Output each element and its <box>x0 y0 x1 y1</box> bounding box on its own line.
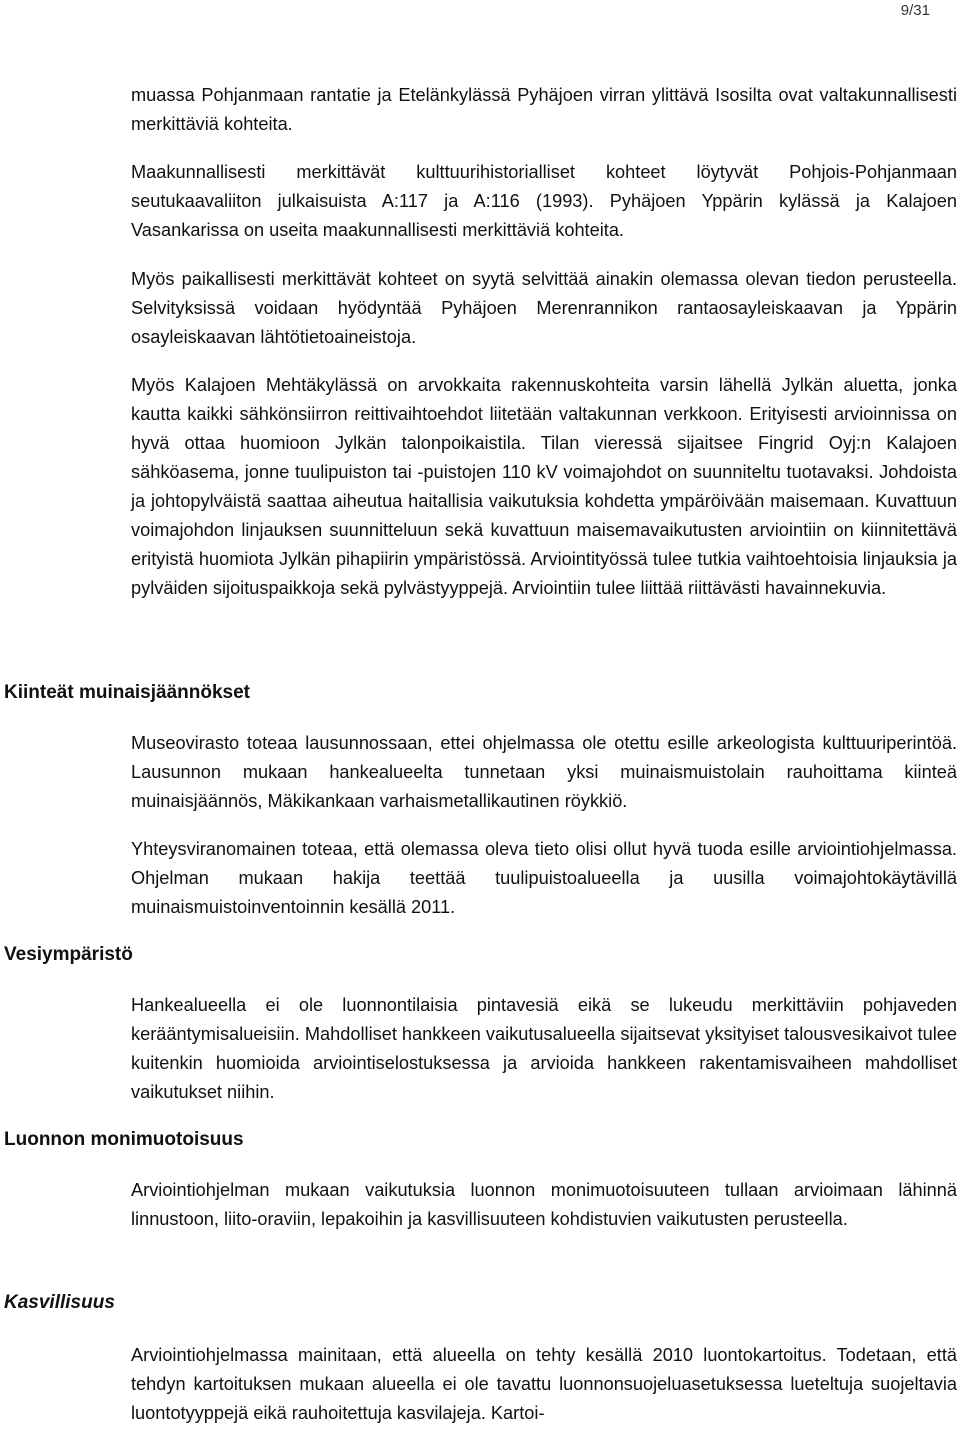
heading-vesiymparisto: Vesiympäristö <box>4 944 133 965</box>
subheading-kasvillisuus: Kasvillisuus <box>4 1292 115 1313</box>
heading-luonnon-monimuotoisuus: Luonnon monimuotoisuus <box>4 1129 244 1150</box>
paragraph-paikalliset-kohteet: Myös paikallisesti merkittävät kohteet on syytä selvittää ainakin olemassa olevan tiedon perusteella. Selvityksissä voidaan hyödyntää Pyhäjoen Merenrannikon rantaosayleiskaavan ja Yppärin osayleiskaavan lähtötietoaineistoja. <box>131 269 957 347</box>
paragraph-valtakunnalliset-kohteet: muassa Pohjanmaan rantatie ja Etelänkylässä Pyhäjoen virran ylittävä Isosilta ovat valtakunnallisesti merkittäviä kohteita. <box>131 85 957 134</box>
paragraph-maakunnalliset-kohteet: Maakunnallisesti merkittävät kulttuurihistorialliset kohteet löytyvät Pohjois-Pohjanmaan seutukaavaliiton julkaisuista A:117 ja A:116 (1993). Pyhäjoen Yppärin kylässä ja Kalajoen Vasankarissa on useita maakunnallisesti merkittäviä kohteita. <box>131 162 957 240</box>
paragraph-museovirasto: Museovirasto toteaa lausunnossaan, ettei ohjelmassa ole otettu esille arkeologista kulttuuriperintöä. Lausunnon mukaan hankealueelta tunnetaan yksi muinaismuistolain rauhoittama kiinteä muinaisjäännös, Mäkikankaan varhaismetallikautinen röykkiö. <box>131 733 957 811</box>
paragraph-pintavedet: Hankealueella ei ole luonnontilaisia pintavesiä eikä se lukeudu merkittäviin pohjaveden kerääntymisalueisiin. Mahdolliset hankkeen vaikutusalueella sijaitsevat yksityiset talousvesikaivot tulee kuitenkin huomioida arviointiselostuksessa ja arvioida hankkeen rakentamisvaiheen mahdolliset vaikutukset niihin. <box>131 995 957 1102</box>
heading-kiinteat-muinaisjaannokset: Kiinteät muinaisjäännökset <box>4 682 251 703</box>
paragraph-yhteysviranomainen: Yhteysviranomainen toteaa, että olemassa oleva tieto olisi ollut hyvä tuoda esille arviointiohjelmassa. Ohjelman mukaan hakija teettää tuulipuistoalueella ja uusilla voimajohtokäytävillä muinaismuistoinventoinnin kesällä 2011. <box>131 839 957 917</box>
paragraph-mehtakyla: Myös Kalajoen Mehtäkylässä on arvokkaita rakennuskohteita varsin lähellä Jylkän aluetta, jonka kautta kaikki sähkönsiirron reittivaihtoehdot liitetään valtakunnan verkkoon. Erityisesti arvioinnissa on hyvä ottaa huomioon Jylkän talonpoikaistila. Tilan vieressä sijaitsee Fingrid Oyj:n Kalajoen sähköasema, jonne tuulipuiston tai -puistojen 110 kV voimajohdot on suunniteltu tuotavaksi. Johdoista ja johtopylväistä saattaa aiheutua haitallisia vaikutuksia kohdetta ympäröivään maisemaan. Kuvattuun voimajohdon linjauksen suunnitteluun sekä kuvattuun maisemavaikutusten arviointiin on kiinnitettävä erityistä huomiota Jylkän pihapiirin ympäristössä. Arviointityössä tulee tutkia vaihtoehtoisia linjauksia ja pylväiden sijoituspaikkoja sekä pylvästyyppejä. Arviointiin tulee liittää riittävästi havainnekuvia. <box>131 375 957 598</box>
page-number: 9/31 <box>900 2 930 19</box>
paragraph-monimuotoisuus-arviointi: Arviointiohjelman mukaan vaikutuksia luonnon monimuotoisuuteen tullaan arvioimaan lähinnä linnustoon, liito-oraviin, lepakoihin ja kasvillisuuteen kohdistuvien vaikutusten perusteella. <box>131 1180 957 1229</box>
paragraph-luontokartoitus: Arviointiohjelmassa mainitaan, että alueella on tehty kesällä 2010 luontokartoitus. Todetaan, että tehdyn kartoituksen mukaan alueella ei ole tavattu luonnonsuojeluasetuksessa lueteltuja suojeltavia luontotyyppejä eikä rauhoitettuja kasvilajeja. Kartoi- <box>131 1345 957 1423</box>
